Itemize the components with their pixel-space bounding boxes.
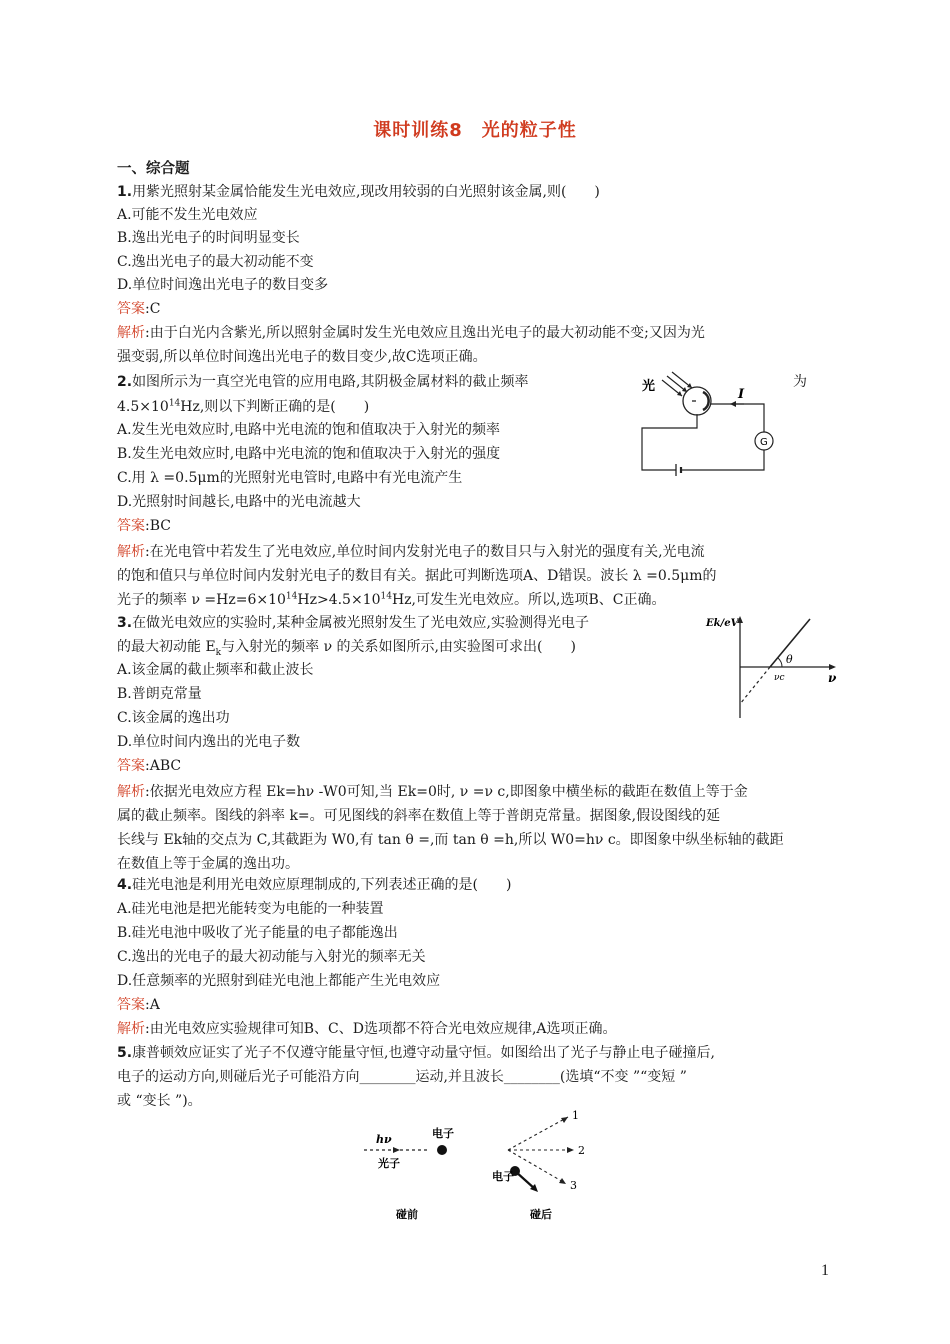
- q4-option-c: C.逸出的光电子的最大初动能与入射光的频率无关: [117, 949, 426, 965]
- path-2-label: 2: [578, 1144, 585, 1157]
- current-arrow: [730, 401, 736, 407]
- current-label: I: [738, 387, 745, 402]
- q4-option-d: D.任意频率的光照射到硅光电池上都能产生光电效应: [117, 973, 441, 989]
- electron-label-before: 电子: [432, 1127, 454, 1140]
- q2-analysis-line1: 解析:在光电管中若发生了光电效应,单位时间内发射光电子的数目只与入射光的强度有关,光电流: [117, 544, 705, 560]
- cutoff-frequency-label: νc: [774, 673, 785, 683]
- q2-analysis-line2: 的饱和值只与单位时间内发射光电子的数目有关。据此可判断选项A、D错误。波长 λ =0.5μm的: [117, 568, 717, 584]
- q2-analysis-line3: 光子的频率 $\nu =Hz=6\times 10^{14}Hz>4.5\times 10^{14}Hz$,可发生光电效应。所以,选项B、C正确。: [117, 591, 666, 608]
- q2-option-a: A.发生光电效应时,电路中光电流的饱和值取决于入射光的频率: [117, 422, 501, 438]
- ek-line-extension: [740, 667, 770, 704]
- section-heading: 一、综合题: [117, 161, 190, 177]
- q5-stem-line2: 电子的运动方向,则碰后光子可能沿方向________运动,并且波长________(选填“不变 ”“变短 ”: [117, 1069, 687, 1085]
- electron-direction: [515, 1171, 535, 1189]
- q1-answer: 答案:C: [117, 301, 161, 317]
- angle-label: θ: [786, 653, 793, 666]
- q4-stem: 4.硅光电池是利用光电效应原理制成的,下列表述正确的是( ): [117, 877, 512, 893]
- q3-stem-line2: 的最大初动能 $E_k$与入射光的频率 ν 的关系如图所示,由实验图可求出( ): [117, 639, 576, 658]
- path-3-label: 3: [570, 1179, 577, 1192]
- before-label: 碰前: [396, 1208, 418, 1221]
- q3-analysis-line1: 解析:依据光电效应方程 Ek=hν -W0可知,当 Ek=0时, ν =ν c,即图象中横坐标的截距在数值上等于金: [117, 784, 748, 800]
- path-1-label: 1: [572, 1109, 579, 1122]
- light-rays: [662, 372, 692, 396]
- q4-analysis: 解析:由光电效应实验规律可知B、C、D选项都不符合光电效应规律,A选项正确。: [117, 1021, 617, 1037]
- q2-option-d: D.光照射时间越长,电路中的光电流越大: [117, 494, 361, 510]
- q1-option-d: D.单位时间逸出光电子的数目变多: [117, 277, 329, 293]
- q1-option-b: B.逸出光电子的时间明显变长: [117, 230, 300, 246]
- q3-option-b: B.普朗克常量: [117, 686, 202, 702]
- q2-option-c: C.用 λ =0.5μm的光照射光电管时,电路中有光电流产生: [117, 470, 463, 486]
- phototube: [683, 387, 711, 415]
- after-label: 碰后: [530, 1208, 552, 1221]
- q5-stem-line1: 5.康普顿效应证实了光子不仅遵守能量守恒,也遵守动量守恒。如图给出了光子与静止电子碰撞后,: [117, 1045, 715, 1061]
- circuit-wire-left: [642, 415, 697, 470]
- photon-energy-label: hν: [376, 1133, 392, 1146]
- q1-analysis-line2: 强变弱,所以单位时间逸出光电子的数目变少,故C选项正确。: [117, 349, 487, 365]
- q4-answer: 答案:A: [117, 997, 160, 1013]
- q2-answer: 答案:BC: [117, 518, 171, 534]
- incoming-photon-arrow: [393, 1147, 400, 1153]
- q5-stem-line3: 或 “变长 ”)。: [117, 1093, 202, 1109]
- galvanometer-label: G: [760, 437, 768, 448]
- y-axis-label: Ek/eV: [706, 618, 739, 629]
- q4-option-a: A.硅光电池是把光能转变为电能的一种装置: [117, 901, 384, 917]
- q1-option-c: C.逸出光电子的最大初动能不变: [117, 254, 314, 270]
- page-number: 1: [821, 1262, 829, 1279]
- q2-circuit-figure: [636, 370, 786, 482]
- q3-analysis-line4: 在数值上等于金属的逸出功。: [117, 856, 299, 872]
- x-axis-label: ν: [828, 671, 837, 685]
- q1-analysis-line1: 解析:由于白光内含紫光,所以照射金属时发生光电效应且逸出光电子的最大初动能不变;又因为光: [117, 325, 705, 341]
- q3-option-d: D.单位时间内逸出的光电子数: [117, 734, 301, 750]
- q3-answer: 答案:ABC: [117, 758, 182, 774]
- q2-stem-line2: $4.5\times 10^{14}Hz$,则以下判断正确的是( ): [117, 398, 370, 415]
- light-label: 光: [642, 379, 656, 394]
- q2-stem-tail: 为: [793, 374, 807, 390]
- electron-before: [437, 1145, 447, 1155]
- circuit-wire-bottom: [681, 450, 764, 470]
- q3-analysis-line3: 长线与 Ek轴的交点为 C,其截距为 W0,有 tan θ =,而 tan θ =h,所以 W0=hν c。即图象中纵坐标轴的截距: [117, 832, 784, 848]
- q3-option-a: A.该金属的截止频率和截止波长: [117, 662, 314, 678]
- q3-ek-graph: [700, 612, 845, 722]
- q2-stem-line1: 2.如图所示为一真空光电管的应用电路,其阴极金属材料的截止频率: [117, 374, 529, 390]
- q3-option-c: C.该金属的逸出功: [117, 710, 230, 726]
- q4-option-b: B.硅光电池中吸收了光子能量的电子都能逸出: [117, 925, 398, 941]
- electron-label-after: 电子: [492, 1170, 514, 1183]
- page-title: 课时训练8 光的粒子性: [373, 120, 577, 141]
- q1-option-a: A.可能不发生光电效应: [117, 207, 258, 223]
- q2-option-b: B.发生光电效应时,电路中光电流的饱和值取决于入射光的强度: [117, 446, 501, 462]
- circuit-wire-right: [711, 404, 764, 432]
- path-1: [508, 1117, 568, 1150]
- q3-analysis-line2: 属的截止频率。图线的斜率 k=。可见图线的斜率在数值上等于普朗克常量。据图象,假设图线的延: [117, 808, 721, 824]
- q3-stem-line1: 3.在做光电效应的实验时,某种金属被光照射发生了光电效应,实验测得光电子: [117, 615, 589, 631]
- photon-label: 光子: [378, 1157, 400, 1170]
- q5-compton-figure: [360, 1105, 600, 1223]
- q1-stem: 1.用紫光照射某金属恰能发生光电效应,现改用较弱的白光照射该金属,则( ): [117, 184, 600, 200]
- x-axis-arrow: [829, 664, 836, 670]
